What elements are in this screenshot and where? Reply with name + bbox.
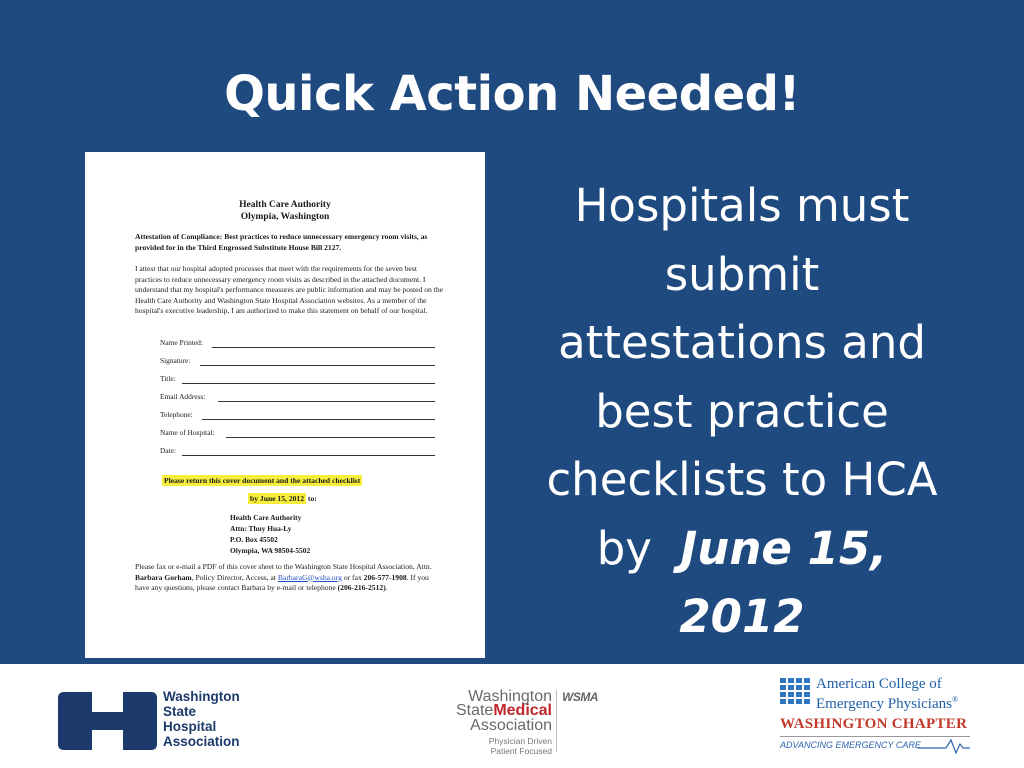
acep-registered: ® xyxy=(951,695,959,704)
field-label: Name Printed: xyxy=(160,338,203,347)
acep-chapter: WASHINGTON CHAPTER xyxy=(780,716,968,732)
doc-field-telephone xyxy=(160,410,435,422)
wsma-tagline xyxy=(489,737,552,756)
doc-footer-fax: 206-577-1908 xyxy=(363,572,407,582)
field-line xyxy=(202,419,435,420)
doc-address-line: Attn: Thuy Hua-Ly xyxy=(230,524,292,533)
doc-footer-text: Please fax or e-mail a PDF of this cover sheet to the Washington State Hospital Association, Attn. xyxy=(135,562,432,571)
doc-return-date-line xyxy=(248,494,317,505)
acep-line-2: Emergency Physicians xyxy=(816,696,952,712)
wsma-line: Washington xyxy=(468,688,552,705)
field-line xyxy=(212,347,435,348)
wsma-monogram: WSMA xyxy=(562,690,598,704)
acep-tagline: ADVANCING EMERGENCY CARE xyxy=(780,740,921,750)
field-label: Name of Hospital: xyxy=(160,428,215,437)
doc-field-date xyxy=(160,446,435,458)
heartbeat-icon xyxy=(918,738,970,754)
doc-footer-text: , Policy Director, Access, at xyxy=(191,572,277,582)
doc-attestation-label: Attestation of Compliance: xyxy=(135,232,223,241)
doc-footer-text: or fax xyxy=(343,572,362,582)
message-line: attestations and xyxy=(558,316,926,369)
field-label: Signature: xyxy=(160,356,191,365)
deadline-date: June 15, 2012 xyxy=(679,521,888,643)
doc-body: I attest that our hospital adopted processes that meet with the requirements for the seven best practices to reduce unnecessary emergency room visits as described in the attached document. I understand that my hospital's performance measures are public information and may be posted on the Health Care Authority and Washington State Hospital Association websites. As a member of the hospital's executive leadership, I am authorized to make this statement on behalf of our hospital. xyxy=(135,264,443,316)
message-deadline-line xyxy=(532,515,952,652)
field-line xyxy=(218,401,435,402)
acep-line: American College of xyxy=(816,676,942,692)
acep-line xyxy=(816,692,958,712)
message-line: best practice xyxy=(595,384,889,438)
doc-footer-text: . If you have any questions, please contact Barbara by e-mail or telephone xyxy=(135,572,429,593)
logo-footer xyxy=(0,664,1024,768)
wsha-h-icon xyxy=(56,690,159,752)
doc-footer-phone: (206-216-2512) xyxy=(337,583,386,593)
doc-location: Olympia, Washington xyxy=(240,212,330,222)
message-line: Hospitals must xyxy=(574,179,910,232)
field-line xyxy=(182,455,435,456)
acep-name xyxy=(816,676,958,712)
message-by: by xyxy=(596,521,652,575)
doc-footer-text: . xyxy=(385,583,388,593)
doc-field-title xyxy=(160,374,435,386)
field-line xyxy=(182,383,435,384)
acep-rule xyxy=(780,736,970,737)
field-label: Telephone: xyxy=(160,410,193,419)
deadline-message xyxy=(532,172,952,652)
acep-grid-icon xyxy=(780,678,812,706)
wsha-line: Hospital xyxy=(163,719,217,734)
wsma-line: Association xyxy=(470,717,552,734)
wsha-name xyxy=(163,689,240,749)
wsma-medical: Medical xyxy=(493,702,552,719)
doc-footer xyxy=(135,562,445,594)
field-label: Title: xyxy=(160,374,176,383)
wsha-line: State xyxy=(163,704,197,719)
field-line xyxy=(200,365,435,366)
wsma-state: State xyxy=(455,702,494,719)
wsma-logo xyxy=(432,686,622,756)
doc-attestation-text: Best practices to reduce unnecessary emergency room visits, as provided for in the Third Engrossed Substitute House Bill 2127. xyxy=(135,232,428,252)
field-label: Email Address: xyxy=(160,392,206,401)
wsma-tag-line: Patient Focused xyxy=(490,745,552,756)
field-line xyxy=(226,437,435,438)
attestation-document xyxy=(85,152,485,658)
doc-address-line: Health Care Authority xyxy=(230,513,302,522)
doc-field-hospital xyxy=(160,428,435,440)
wsma-divider xyxy=(556,690,557,752)
doc-field-signature xyxy=(160,356,435,368)
wsha-line: Washington xyxy=(163,689,240,704)
wsma-tag-line: Physician Driven xyxy=(488,736,552,746)
doc-return-date: by June 15, 2012 xyxy=(250,494,305,503)
doc-return-instruction xyxy=(162,476,362,487)
doc-address-line: Olympia, WA 98504-5502 xyxy=(230,546,311,555)
doc-email-link[interactable]: BarbaraG@wsha.org xyxy=(277,572,342,582)
doc-agency: Health Care Authority xyxy=(239,200,331,210)
doc-footer-contact: Barbara Gorham xyxy=(135,572,192,582)
message-line: checklists to HCA xyxy=(546,453,938,506)
doc-return-line: Please return this cover document and the attached checklist xyxy=(164,476,361,485)
message-line: submit xyxy=(664,247,820,301)
doc-address-line: P.O. Box 45502 xyxy=(230,535,278,544)
doc-field-name-printed xyxy=(160,338,435,350)
doc-return-to: to: xyxy=(307,494,317,503)
slide-title: Quick Action Needed! xyxy=(224,66,800,122)
acep-logo xyxy=(780,676,975,760)
doc-attestation xyxy=(135,232,445,253)
doc-field-email xyxy=(160,392,435,404)
wsha-line: Association xyxy=(163,734,240,749)
field-label: Date: xyxy=(160,446,177,455)
